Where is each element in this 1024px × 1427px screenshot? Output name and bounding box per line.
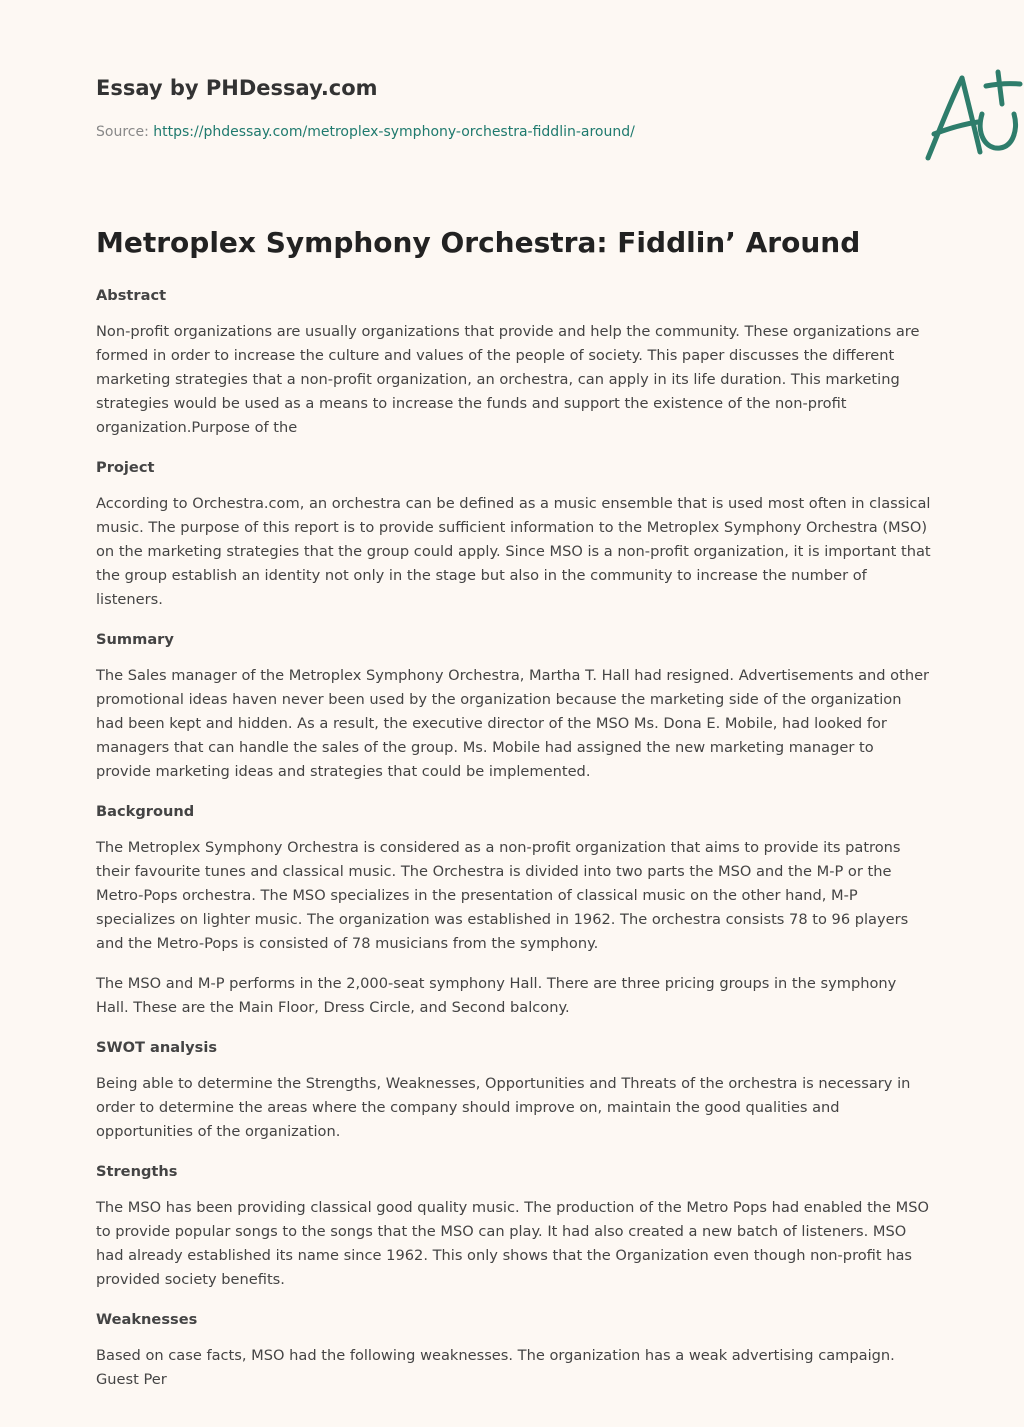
section-heading: Weaknesses: [96, 1311, 198, 1328]
source-line: [96, 124, 635, 140]
a-plus-logo-icon: [916, 64, 1024, 168]
body-paragraph: The Metroplex Symphony Orchestra is considered as a non-profit organization that aims to provide its patrons their favourite tunes and classical music. The Orchestra is divided into two parts the MSO and the M-P or the Metro-Pops orchestra. The MSO specializes in the presentation of classical music on the other hand, M-P specializes on lighter music. The organization was established in 1962. The orchestra consists 78 to 96 players and the Metro-Pops is consisted of 78 musicians from the symphony.: [96, 839, 909, 952]
article-title: Metroplex Symphony Orchestra: Fiddlin’ Around: [96, 226, 861, 259]
body-paragraph: The MSO and M-P performs in the 2,000-seat symphony Hall. There are three pricing groups in the symphony Hall. These are the Main Floor, Dress Circle, and Second balcony.: [96, 975, 897, 1016]
body-paragraph: The MSO has been providing classical good quality music. The production of the Metro Pops had enabled the MSO to provide popular songs to the songs that the MSO can play. It had also created a new batch of listeners. MSO had already established its name since 1962. This only shows that the Organization even though non-profit has provided society benefits.: [96, 1199, 930, 1288]
section-heading: SWOT analysis: [96, 1039, 218, 1056]
section-heading: Project: [96, 459, 155, 476]
section-heading: Abstract: [96, 287, 167, 304]
article-body: [96, 284, 932, 1408]
body-paragraph: The Sales manager of the Metroplex Symphony Orchestra, Martha T. Hall had resigned. Advertisements and other promotional ideas haven never been used by the organization because the marketing side of the organization had been kept and hidden. As a result, the executive director of the MSO Ms. Dona E. Mobile, had looked for managers that can handle the sales of the group. Ms. Mobile had assigned the new marketing manager to provide marketing ideas and strategies that could be implemented.: [96, 667, 930, 780]
site-title: Essay by PHDessay.com: [96, 76, 378, 100]
source-link[interactable]: https://phdessay.com/metroplex-symphony-orchestra-fiddlin-around/: [153, 124, 635, 140]
section-heading: Strengths: [96, 1163, 178, 1180]
body-paragraph: Being able to determine the Strengths, Weaknesses, Opportunities and Threats of the orchestra is necessary in order to determine the areas where the company should improve on, maintain the good qualities and opportunities of the organization.: [96, 1075, 911, 1140]
body-paragraph: According to Orchestra.com, an orchestra can be defined as a music ensemble that is used most often in classical music. The purpose of this report is to provide sufficient information to the Metroplex Symphony Orchestra (MSO) on the marketing strategies that the group could apply. Since MSO is a non-profit organization, it is important that the group establish an identity not only in the stage but also in the community to increase the number of listeners.: [96, 495, 931, 608]
section-heading: Background: [96, 803, 195, 820]
body-paragraph: Non-profit organizations are usually organizations that provide and help the community. These organizations are formed in order to increase the culture and values of the people of society. This paper discusses the different marketing strategies that a non-profit organization, an orchestra, can apply in its life duration. This marketing strategies would be used as a means to increase the funds and support the existence of the non-profit organization.Purpose of the: [96, 323, 920, 436]
body-paragraph: Based on case facts, MSO had the following weaknesses. The organization has a weak advertising campaign. Guest Per: [96, 1347, 895, 1388]
source-label: Source:: [96, 124, 149, 140]
section-heading: Summary: [96, 631, 174, 648]
